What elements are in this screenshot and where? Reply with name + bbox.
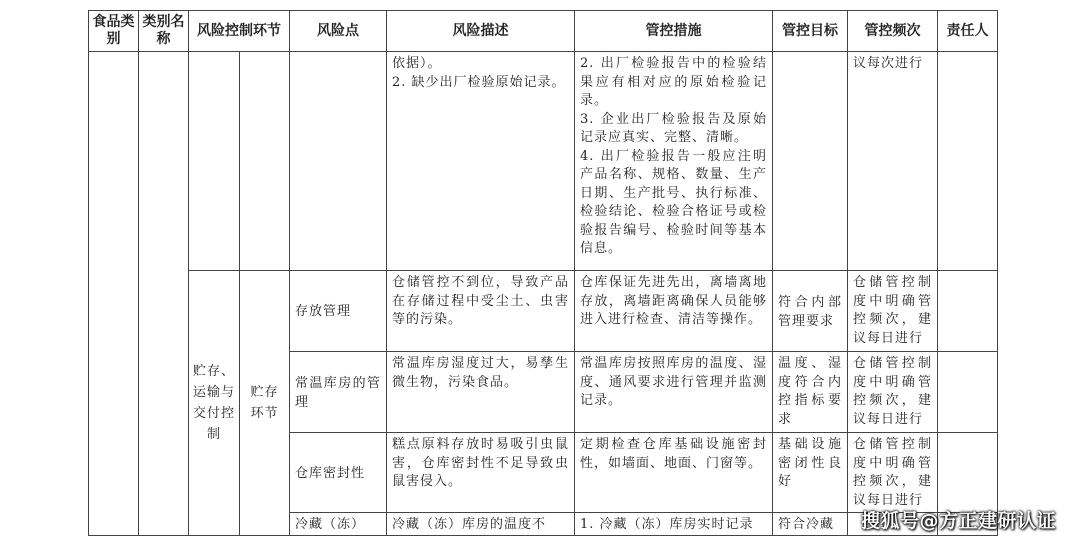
header-category-name: 类别名称 xyxy=(139,11,189,52)
stage-cell-empty xyxy=(189,52,240,271)
responsible-storage xyxy=(938,271,998,352)
food-category-cell xyxy=(89,52,139,536)
header-control-frequency: 管控频次 xyxy=(848,11,938,52)
control-frequency-sealing: 仓储管控制度中明确管控频次，建议每日进行 xyxy=(848,433,938,513)
control-target-continued xyxy=(773,52,848,271)
responsible-continued xyxy=(938,52,998,271)
control-frequency-continued: 议每次进行 xyxy=(848,52,938,271)
category-name-cell xyxy=(139,52,189,536)
control-measures-normal-temp: 常温库房按照库房的温度、湿度、通风要求进行管理并监测记录。 xyxy=(575,352,773,433)
header-risk-point: 风险点 xyxy=(290,11,387,52)
control-measures-storage: 仓库保证先进先出，离墙离地存放，离墙距离确保人员能够进入进行检查、清洁等操作。 xyxy=(575,271,773,352)
control-measures-continued: 2. 出厂检验报告中的检验结果应有相对应的原始检验记录。 3. 企业出厂检验报告及原始记录应真实、完整、清晰。 4. 出厂检验报告一般应注明产品名称、规格、数量、生产日期、生产批号、执行标准、检验结论、检验合格证号或检验报告编号、检验时间等基本信息。 xyxy=(575,52,773,271)
control-measures-sealing: 定期检查仓库基础设施密封性，如墙面、地面、门窗等。 xyxy=(575,433,773,513)
control-target-normal-temp: 温度、湿度符合内控指标要求 xyxy=(773,352,848,433)
risk-point-normal-temp: 常温库房的管理 xyxy=(290,352,387,433)
risk-description-normal-temp: 常温库房湿度过大，易孳生微生物，污染食品。 xyxy=(387,352,575,433)
risk-point-storage: 存放管理 xyxy=(290,271,387,352)
responsible-sealing xyxy=(938,433,998,513)
control-measures-cold: 1. 冷藏（冻）库房实时记录 xyxy=(575,513,773,536)
header-risk-stage: 风险控制环节 xyxy=(189,11,290,52)
header-control-target: 管控目标 xyxy=(773,11,848,52)
table-row-storage xyxy=(89,271,998,352)
watermark: 搜狐号@方正建研认证 xyxy=(860,510,1056,532)
risk-point-sealing: 仓库密封性 xyxy=(290,433,387,513)
risk-point-cell-empty xyxy=(290,52,387,271)
substage-storage: 贮存环节 xyxy=(240,271,290,536)
table-row-continued xyxy=(89,52,998,271)
header-control-measures: 管控措施 xyxy=(575,11,773,52)
risk-point-cold: 冷藏（冻） xyxy=(290,513,387,536)
control-target-cold: 符合冷藏 xyxy=(773,513,848,536)
risk-control-table xyxy=(88,10,998,536)
risk-description-sealing: 糕点原料存放时易吸引虫鼠害，仓库密封性不足导致虫鼠害侵入。 xyxy=(387,433,575,513)
header-row xyxy=(89,11,998,52)
control-frequency-storage: 仓储管控制度中明确管控频次，建议每日进行 xyxy=(848,271,938,352)
stage-storage-transport: 贮存、运输与交付控制 xyxy=(189,271,240,536)
control-frequency-normal-temp: 仓储管控制度中明确管控频次，建议每日进行 xyxy=(848,352,938,433)
substage-cell-empty xyxy=(240,52,290,271)
header-responsible: 责任人 xyxy=(938,11,998,52)
control-target-sealing: 基础设施密闭性良好 xyxy=(773,433,848,513)
control-target-storage: 符合内部管理要求 xyxy=(773,271,848,352)
responsible-normal-temp xyxy=(938,352,998,433)
header-risk-description: 风险描述 xyxy=(387,11,575,52)
risk-description-continued: 依据）。 2. 缺少出厂检验原始记录。 xyxy=(387,52,575,271)
risk-description-storage: 仓储管控不到位，导致产品在存储过程中受尘土、虫害等的污染。 xyxy=(387,271,575,352)
header-food-category: 食品类别 xyxy=(89,11,139,52)
risk-description-cold: 冷藏（冻）库房的温度不 xyxy=(387,513,575,536)
